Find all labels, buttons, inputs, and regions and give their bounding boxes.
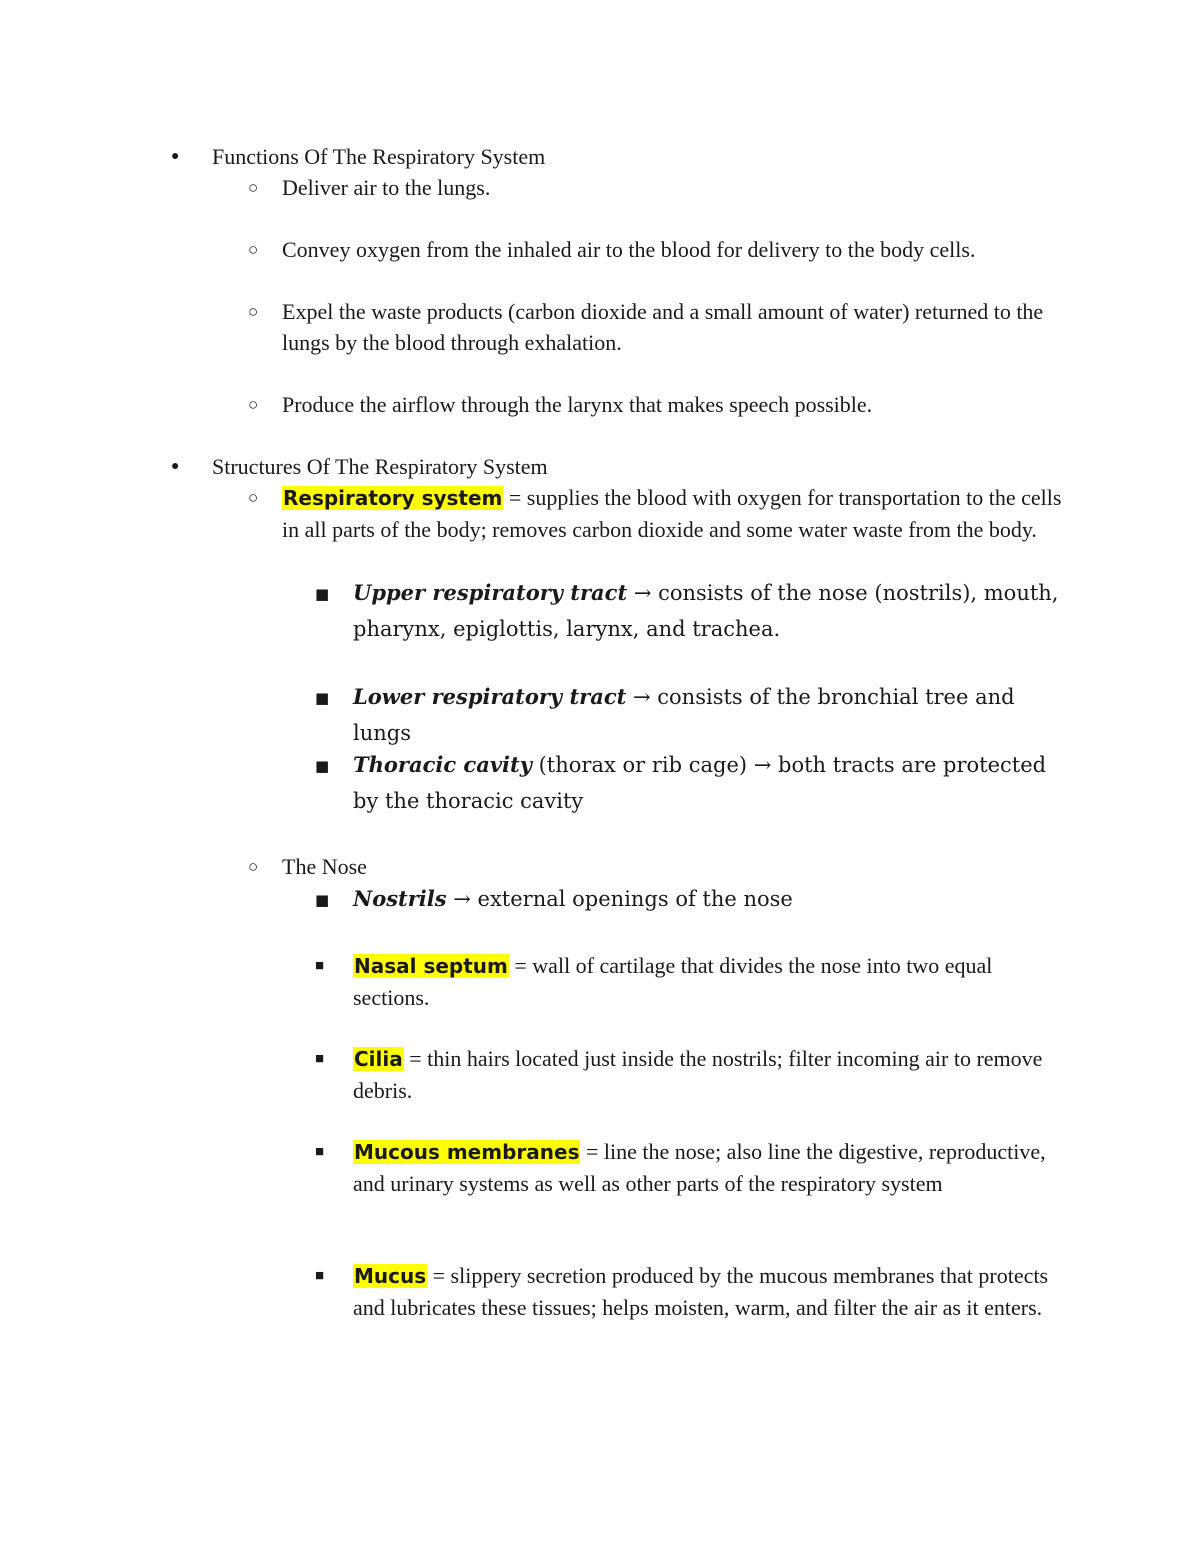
highlighted-term: Respiratory system: [283, 486, 503, 510]
highlighted-term: Mucous membranes: [354, 1140, 580, 1164]
bullet-square: ■: [315, 585, 330, 603]
bullet-dot: ●: [171, 149, 180, 164]
respiratory-system-item: ○ Respiratory system = supplies the blood with oxygen for transportation to the cells in all parts of the body; removes carbon dioxide and some water waste from the body.: [282, 482, 1072, 545]
bullet-circle: ○: [248, 857, 259, 876]
nose-heading: ○ The Nose: [282, 851, 1072, 882]
bullet-square: ■: [315, 757, 330, 775]
bullet-square: ■: [315, 891, 330, 909]
nostrils-item: ■ Nostrils → external openings of the nose: [353, 881, 1073, 917]
bullet-square: ■: [315, 958, 325, 974]
structures-heading: ● Structures Of The Respiratory System: [212, 451, 1112, 482]
bullet-square: ■: [315, 1051, 325, 1067]
bullet-circle: ○: [248, 395, 259, 414]
bullet-square: ■: [315, 1268, 325, 1284]
mucus-item: ■ Mucus = slippery secretion produced by the mucous membranes that protects and lubricates these tissues; helps moisten, warm, and filter the air as it enters.: [315, 1263, 1049, 1320]
bullet-circle: ○: [248, 302, 259, 321]
functions-item: ○ Expel the waste products (carbon dioxide and a small amount of water) returned to the lungs by the blood through exhalation.: [282, 296, 1072, 358]
upper-tract-item: ■ Upper respiratory tract → consists of the nose (nostrils), mouth, pharynx, epiglottis, larynx, and trachea.: [353, 575, 1073, 647]
cilia-item: ■ Cilia = thin hairs located just inside the nostrils; filter incoming air to remove debris.: [315, 1046, 1043, 1103]
bullet-circle: ○: [248, 240, 259, 259]
lower-tract-item: ■ Lower respiratory tract → consists of the bronchial tree and lungs: [353, 679, 1073, 751]
functions-heading: ● Functions Of The Respiratory System: [212, 141, 1112, 172]
highlighted-term: Nasal septum: [354, 954, 508, 978]
highlighted-term: Cilia: [354, 1047, 403, 1071]
functions-item: ○ Convey oxygen from the inhaled air to the blood for delivery to the body cells.: [282, 234, 1072, 265]
bullet-dot: ●: [171, 459, 180, 474]
bullet-square: ■: [315, 689, 330, 707]
bullet-square: ■: [315, 1144, 325, 1160]
highlighted-term: Mucus: [354, 1264, 427, 1288]
functions-item: ○ Produce the airflow through the larynx that makes speech possible.: [282, 389, 1072, 420]
bullet-circle: ○: [248, 488, 259, 507]
thoracic-cavity-item: ■ Thoracic cavity (thorax or rib cage) → both tracts are protected by the thoracic cavity: [353, 747, 1073, 819]
bullet-circle: ○: [248, 178, 259, 197]
nasal-septum-item: ■ Nasal septum = wall of cartilage that divides the nose into two equal sections.: [315, 953, 993, 1010]
mucous-membranes-item: ■ Mucous membranes = line the nose; also line the digestive, reproductive, and urinary systems as well as other parts of the respiratory system: [315, 1139, 1046, 1196]
functions-item: ○ Deliver air to the lungs.: [282, 172, 1072, 203]
